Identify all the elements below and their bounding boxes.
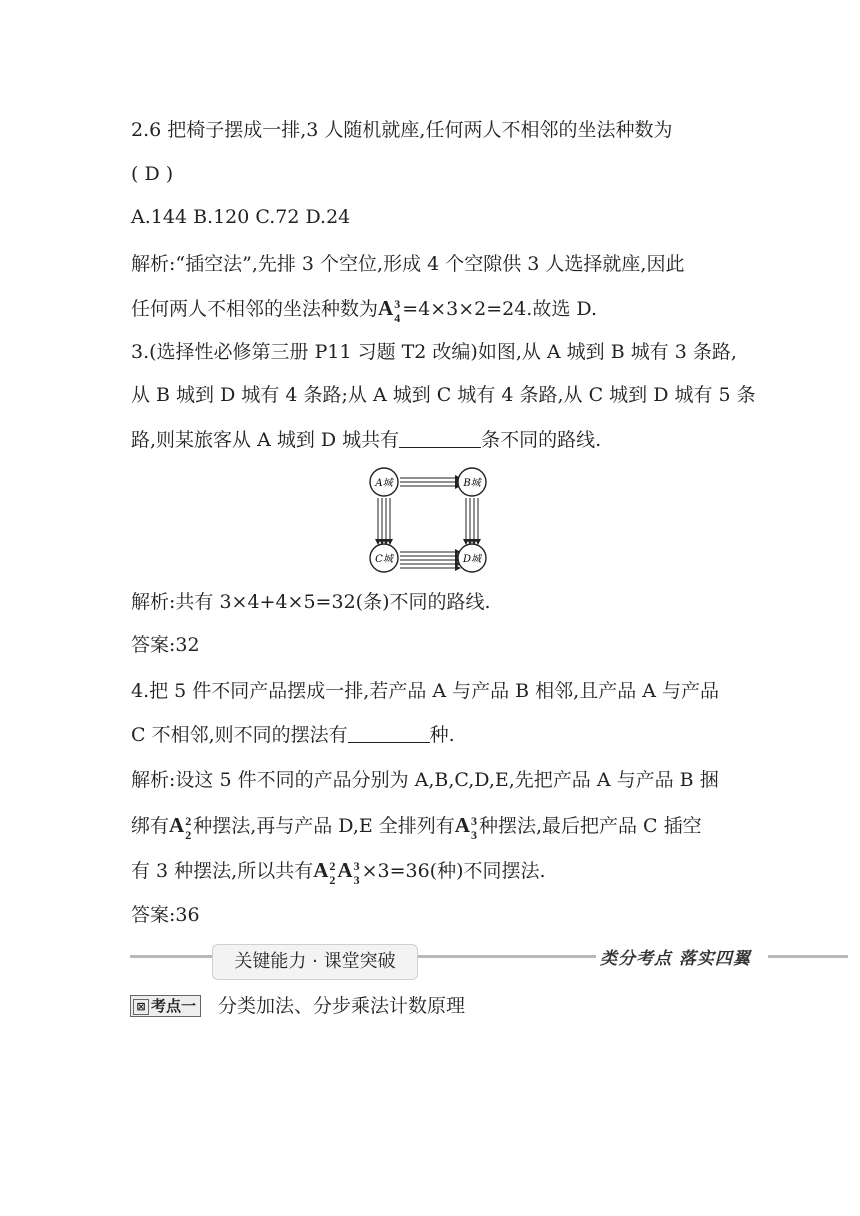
q4-analysis-line1: 解析:设这 5 件不同的产品分别为 A,B,C,D,E,先把产品 A 与产品 B 捆 <box>131 769 719 791</box>
q4-answer: 答案:36 <box>131 904 200 926</box>
answer-blank <box>399 429 481 448</box>
q4-analysis-line2: 绑有A 2 2 种摆法,再与产品 D,E 全排列有A 3 3 种摆法,最后把产品 C 插空 <box>131 813 702 842</box>
kaodian-title: 分类加法、分步乘法计数原理 <box>218 995 466 1017</box>
q2-stem-line1: 2.6 把椅子摆成一排,3 人随机就座,任何两人不相邻的坐法种数为 <box>131 119 673 141</box>
perm-a33: A 3 3 <box>337 858 360 887</box>
section-slogan: 类分考点 落实四翼 <box>600 949 751 969</box>
q3-stem-line3: 路,则某旅客从 A 城到 D 城共有 条不同的路线. <box>131 429 602 451</box>
banner-rule-mid <box>414 955 596 958</box>
q2-answer-bracket: ( D ) <box>131 163 174 185</box>
city-c-label: C城 <box>375 554 393 565</box>
city-b-label: B城 <box>463 478 481 489</box>
q4-stem-line1: 4.把 5 件不同产品摆成一排,若产品 A 与产品 B 相邻,且产品 A 与产品 <box>131 680 720 702</box>
q4-stem-line2: C 不相邻,则不同的摆法有 种. <box>131 724 455 746</box>
q3-answer: 答案:32 <box>131 634 200 656</box>
kaodian-mark-icon: ⊠ <box>133 999 149 1015</box>
banner-rule-right <box>768 955 848 958</box>
city-a-label: A城 <box>375 478 393 489</box>
answer-blank <box>348 724 430 743</box>
q2-analysis-line2: 任何两人不相邻的坐法种数为A 3 4 =4×3×2=24.故选 D. <box>131 296 597 325</box>
q4-analysis-line3: 有 3 种摆法,所以共有A 2 2 A 3 3 ×3=36(种)不同摆法. <box>131 858 546 887</box>
perm-a22: A 2 2 <box>313 858 336 887</box>
perm-a33: A 3 3 <box>454 813 477 842</box>
perm-a22: A 2 2 <box>169 813 192 842</box>
kaodian-badge: ⊠ 考点一 <box>130 995 201 1017</box>
q2-options: A.144 B.120 C.72 D.24 <box>131 206 351 228</box>
section-banner-title: 关键能力 · 课堂突破 <box>212 944 418 980</box>
banner-rule-left <box>130 955 214 958</box>
q3-analysis: 解析:共有 3×4+4×5=32(条)不同的路线. <box>131 591 491 613</box>
city-route-diagram <box>368 464 500 576</box>
q3-stem-line1: 3.(选择性必修第三册 P11 习题 T2 改编)如图,从 A 城到 B 城有 3 条路, <box>131 341 737 363</box>
q2-analysis-line1: 解析:“插空法”,先排 3 个空位,形成 4 个空隙供 3 人选择就座,因此 <box>131 253 685 275</box>
perm-a43: A 3 4 <box>378 296 401 325</box>
q3-stem-line2: 从 B 城到 D 城有 4 条路;从 A 城到 C 城有 4 条路,从 C 城到 D 城有 5 条 <box>131 384 756 406</box>
city-d-label: D城 <box>462 554 482 565</box>
